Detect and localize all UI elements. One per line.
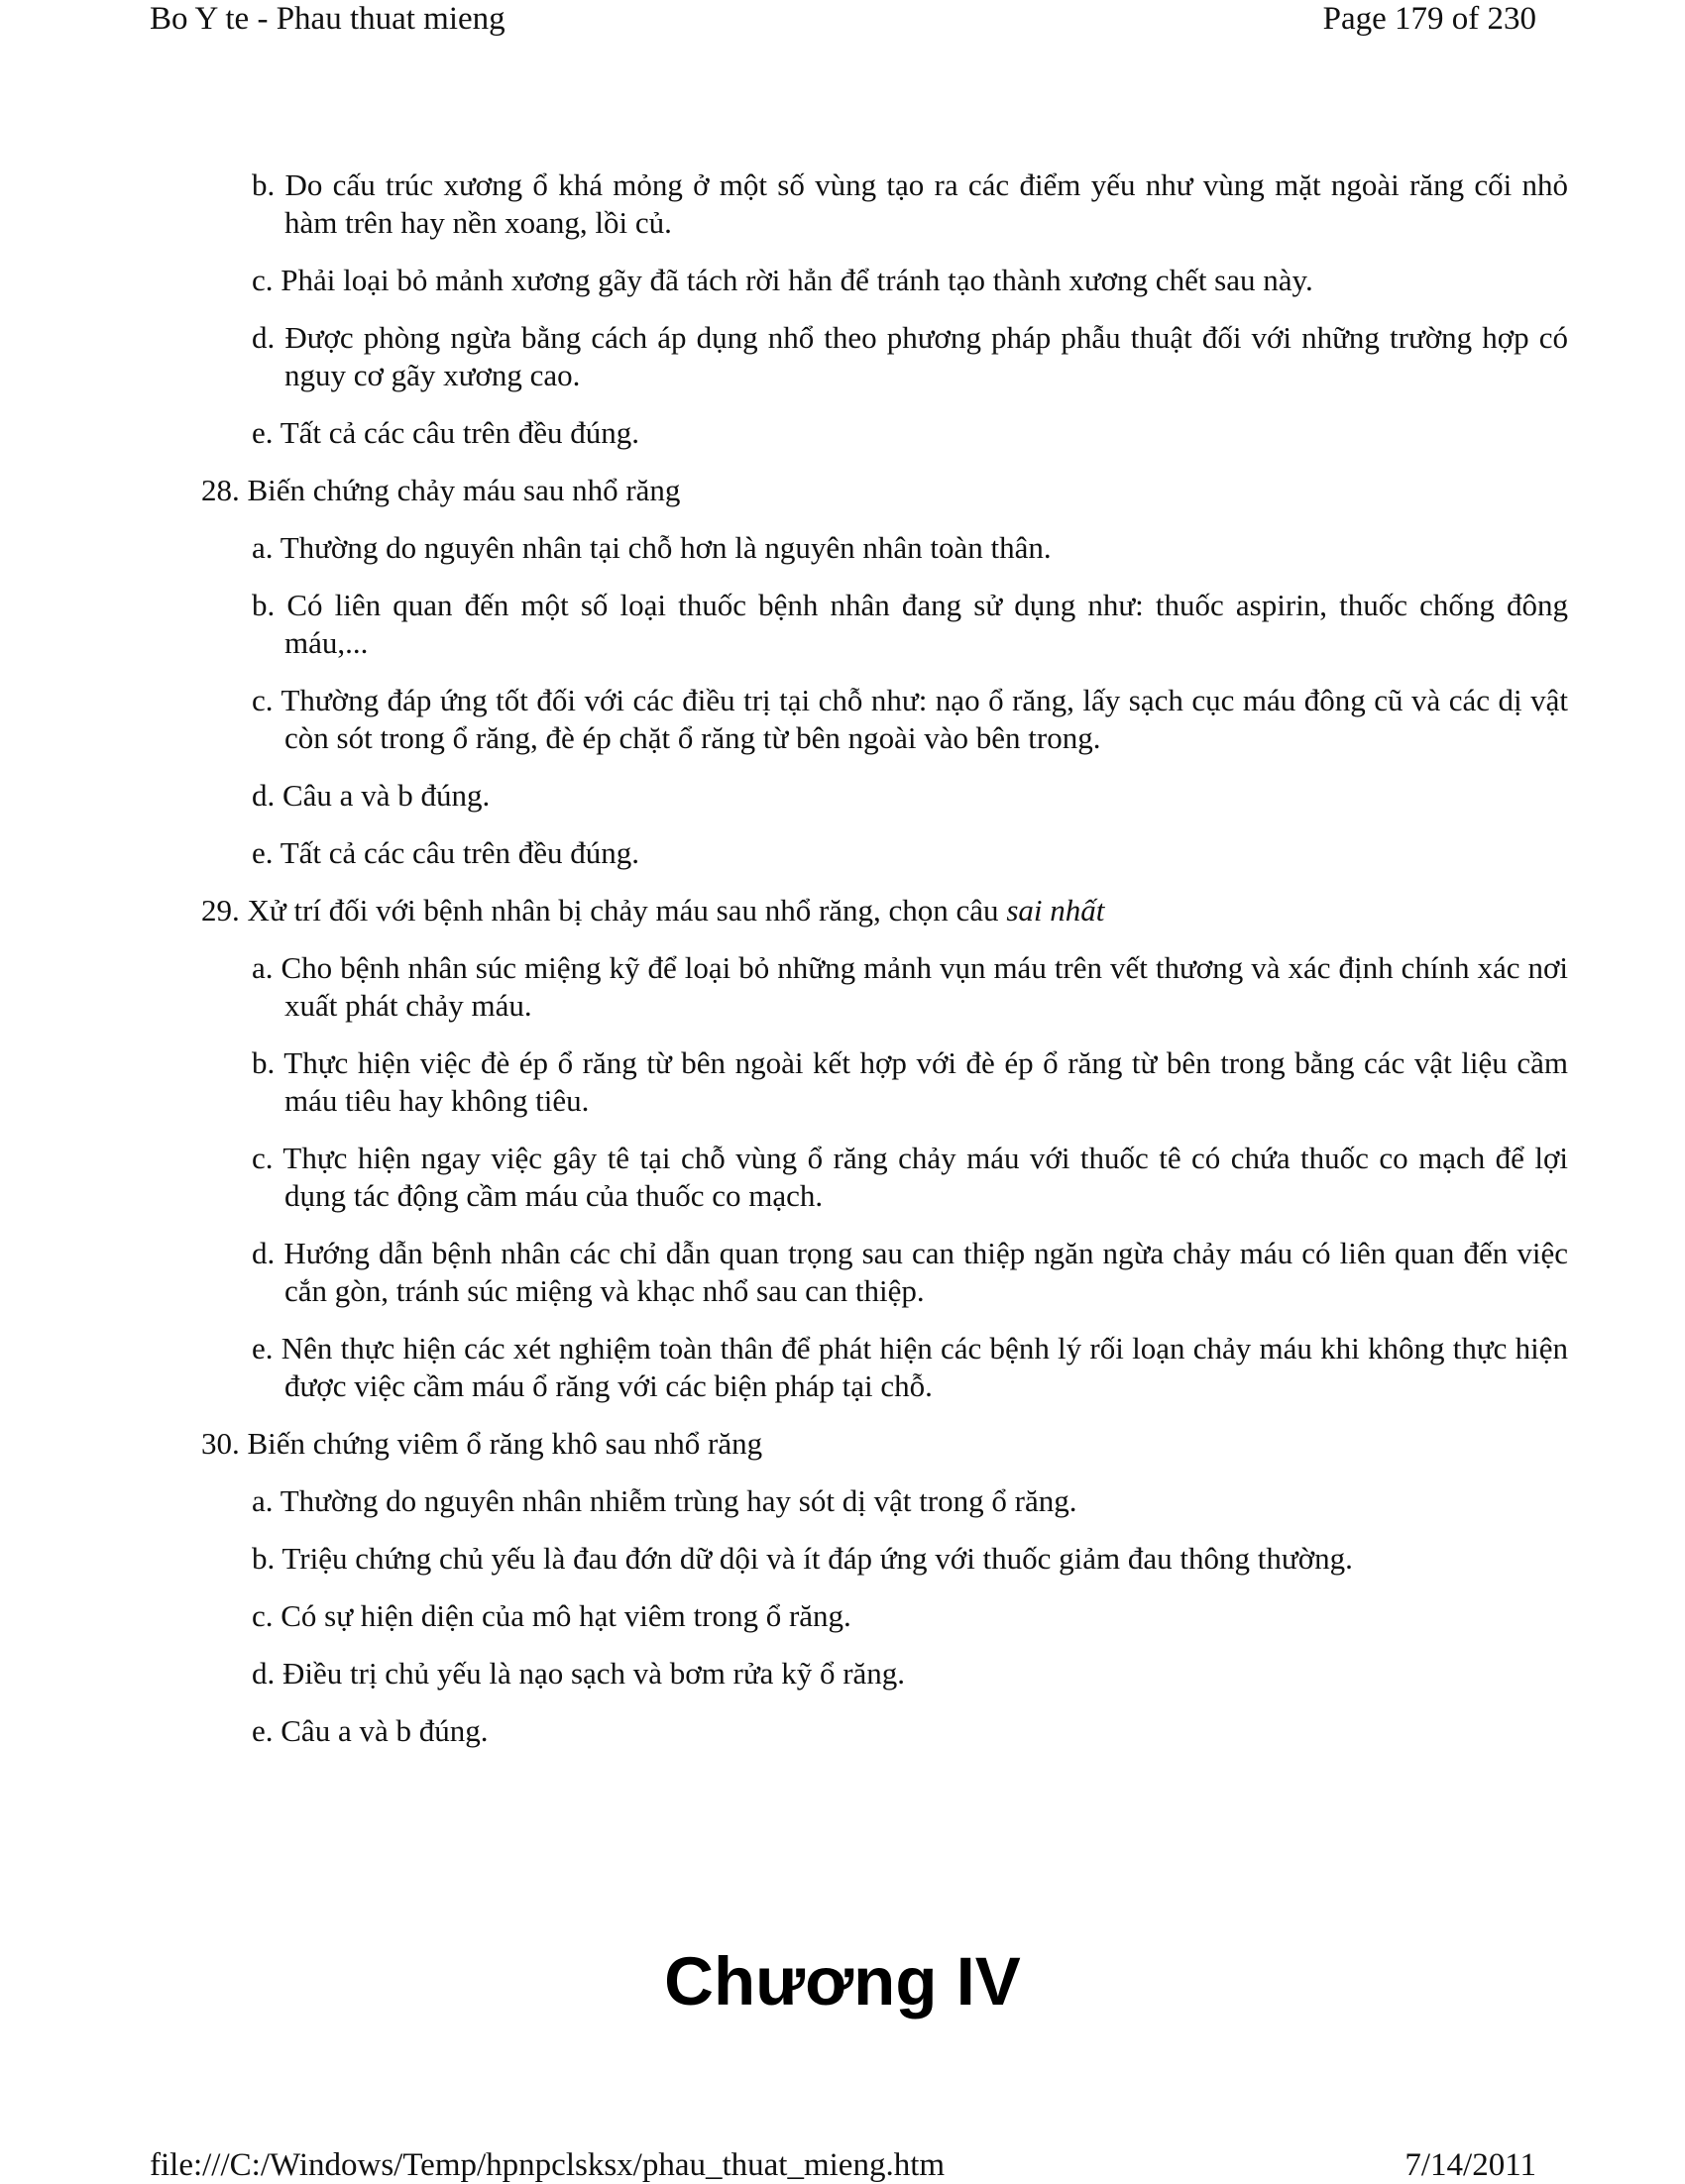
chapter-heading: Chương IV — [664, 1943, 1021, 2020]
question-29-option: d. Hướng dẫn bệnh nhân các chỉ dẫn quan trọng sau can thiệp ngăn ngừa chảy máu có liên quan đến việc cắn gòn, tránh súc miệng và khạc nhổ sau can thiệp. — [252, 1236, 1568, 1308]
question-28-stem — [201, 472, 1582, 509]
question-28-option: d. Câu a và b đúng. — [252, 778, 491, 813]
continued-option: d. Được phòng ngừa bằng cách áp dụng nhổ theo phương pháp phẫu thuật đối với những trường hợp có nguy cơ gãy xương cao. — [252, 320, 1568, 392]
page-content — [0, 166, 1685, 1770]
continued-option: e. Tất cả các câu trên đều đúng. — [252, 415, 640, 450]
footer-file-path: file:///C:/Windows/Temp/hpnpclsksx/phau_thuat_mieng.htm — [150, 2147, 946, 2183]
question-stem-text: 29. Xử trí đối với bệnh nhân bị chảy máu sau nhổ răng, chọn câu — [201, 893, 1007, 928]
footer-date: 7/14/2011 — [1404, 2147, 1536, 2183]
question-28-option: a. Thường do nguyên nhân tại chỗ hơn là nguyên nhân toàn thân. — [252, 530, 1052, 565]
question-stem-text: 30. Biến chứng viêm ổ răng khô sau nhổ răng — [201, 1426, 763, 1461]
question-30-option: e. Câu a và b đúng. — [252, 1713, 489, 1748]
question-29-option: b. Thực hiện việc đè ép ổ răng từ bên ngoài kết hợp với đè ép ổ răng từ bên trong bằng các vật liệu cầm máu tiêu hay không tiêu. — [252, 1045, 1568, 1118]
header-document-title: Bo Y te - Phau thuat mieng — [150, 1, 506, 37]
question-30-option: b. Triệu chứng chủ yếu là đau đớn dữ dội và ít đáp ứng với thuốc giảm đau thông thường. — [252, 1541, 1353, 1576]
question-30-option: c. Có sự hiện diện của mô hạt viêm trong ổ răng. — [252, 1598, 851, 1633]
question-stem-emphasis: sai nhất — [1006, 893, 1105, 928]
question-30-stem — [201, 1425, 1582, 1463]
question-29-stem — [201, 892, 1582, 929]
question-28-option: b. Có liên quan đến một số loại thuốc bệnh nhân đang sử dụng như: thuốc aspirin, thuốc chống đông máu,... — [252, 588, 1568, 660]
question-28-option: c. Thường đáp ứng tốt đối với các điều trị tại chỗ như: nạo ổ răng, lấy sạch cục máu đông cũ và các dị vật còn sót trong ổ răng, đè ép chặt ổ răng từ bên ngoài vào bên trong. — [252, 683, 1568, 755]
continued-option: b. Do cấu trúc xương ổ khá mỏng ở một số vùng tạo ra các điểm yếu như vùng mặt ngoài răng cối nhỏ hàm trên hay nền xoang, lồi củ. — [252, 167, 1568, 240]
question-30-option: a. Thường do nguyên nhân nhiễm trùng hay sót dị vật trong ổ răng. — [252, 1483, 1077, 1518]
question-28-option: e. Tất cả các câu trên đều đúng. — [252, 835, 640, 870]
question-29-option: a. Cho bệnh nhân súc miệng kỹ để loại bỏ những mảnh vụn máu trên vết thương và xác định chính xác nơi xuất phát chảy máu. — [252, 950, 1568, 1023]
question-30-option: d. Điều trị chủ yếu là nạo sạch và bơm rửa kỹ ổ răng. — [252, 1656, 906, 1691]
continued-option: c. Phải loại bỏ mảnh xương gãy đã tách rời hẳn để tránh tạo thành xương chết sau này. — [252, 263, 1313, 297]
question-29-option: e. Nên thực hiện các xét nghiệm toàn thân để phát hiện các bệnh lý rối loạn chảy máu khi không thực hiện được việc cầm máu ổ răng với các biện pháp tại chỗ. — [252, 1331, 1568, 1403]
header-page-number: Page 179 of 230 — [1322, 1, 1536, 37]
question-29-option: c. Thực hiện ngay việc gây tê tại chỗ vùng ổ răng chảy máu với thuốc tê có chứa thuốc co mạch để lợi dụng tác động cầm máu của thuốc co mạch. — [252, 1141, 1568, 1213]
question-stem-text: 28. Biến chứng chảy máu sau nhổ răng — [201, 473, 681, 507]
